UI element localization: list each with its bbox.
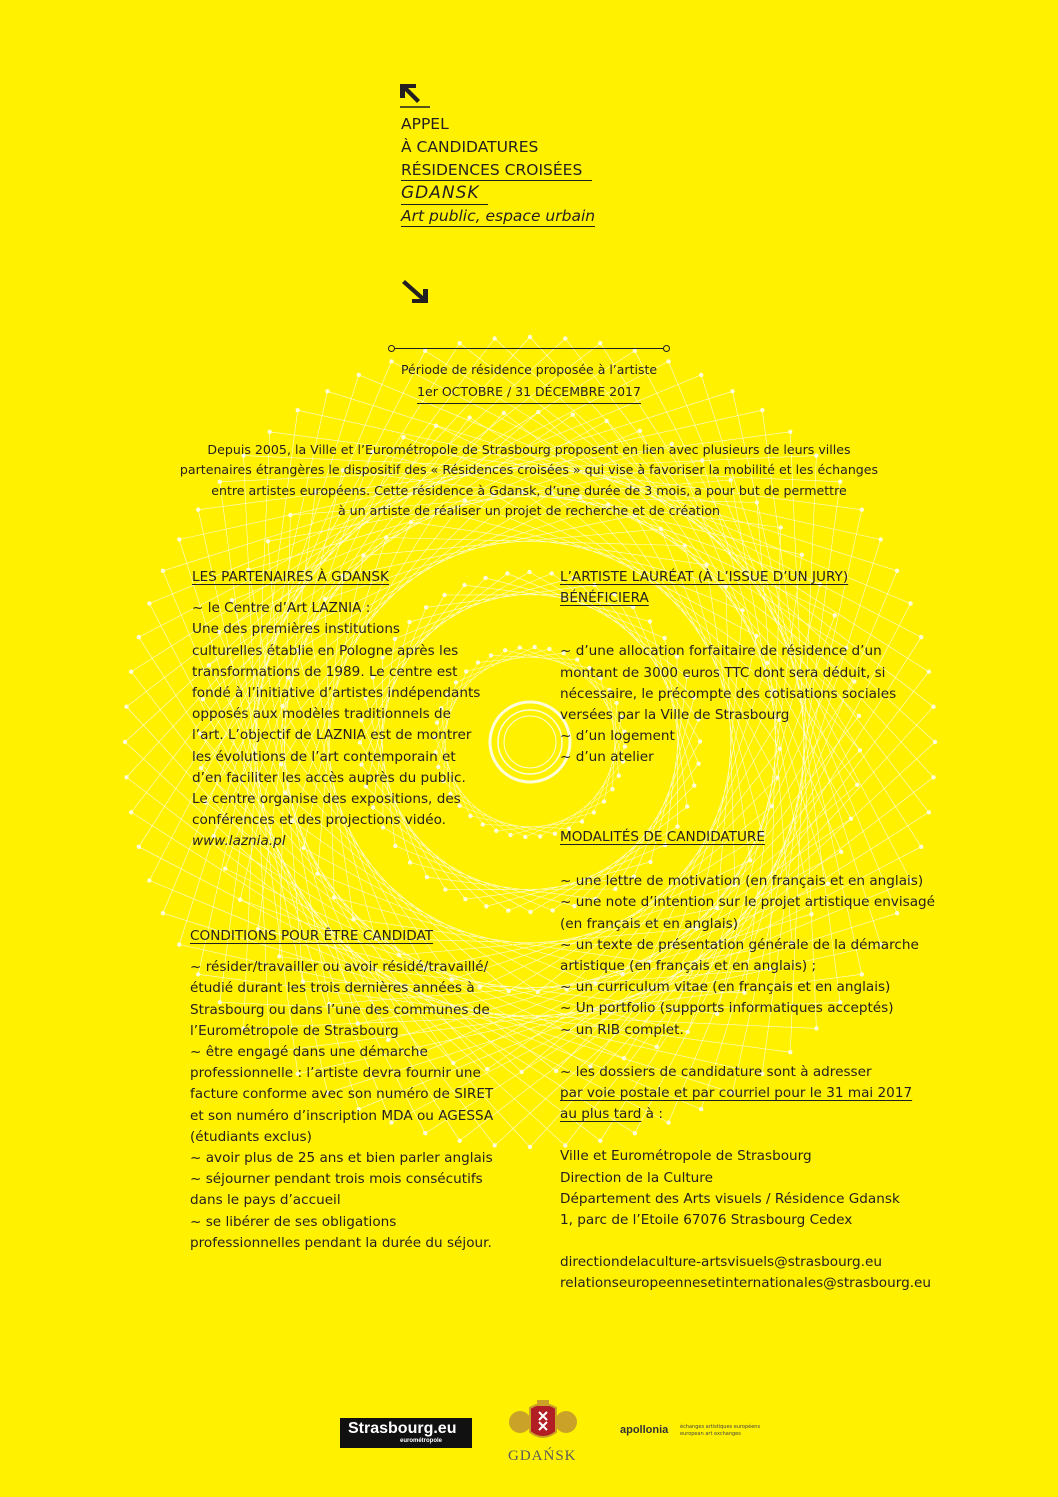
conditions-line: facture conforme avec son numéro de SIRET — [190, 1086, 494, 1103]
period-label: Période de résidence proposée à l’artiste — [400, 362, 658, 377]
benefits-line: nécessaire, le précompte des cotisations sociales — [560, 685, 897, 702]
partners-line: l’art. L’objectif de LAZNIA est de montrer — [192, 727, 472, 744]
partners-line: ~ le Centre d’Art LAZNIA : — [192, 598, 492, 619]
partners-line: opposés aux modèles traditionnels de — [192, 706, 451, 723]
title-line-1: APPEL — [401, 115, 449, 133]
application-line: (en français et en anglais) — [560, 915, 739, 932]
partners-line: fondé à l’initiative d’artistes indépendants — [192, 685, 481, 702]
intro-line: Depuis 2005, la Ville et l’Eurométropole de Strasbourg proposent en lien avec plusieurs de leurs villes — [207, 442, 851, 457]
conditions-line: (étudiants exclus) — [190, 1128, 312, 1145]
partners-section — [192, 567, 492, 853]
conditions-heading: CONDITIONS POUR ÊTRE CANDIDAT — [190, 928, 434, 944]
call-title — [401, 113, 595, 228]
intro-paragraph — [160, 440, 898, 522]
title-line-2: À CANDIDATURES — [401, 138, 539, 156]
benefits-line: ~ d’un atelier — [560, 747, 920, 768]
partners-heading: LES PARTENAIRES À GDANSK — [192, 569, 389, 585]
conditions-line: professionnelle : l’artiste devra fournir une — [190, 1065, 481, 1082]
city-title: GDANSK — [401, 183, 488, 205]
strasbourg-logo — [340, 1418, 472, 1448]
strasbourg-logo-sub: eurométropole — [400, 1438, 443, 1444]
apollonia-logo — [620, 1424, 770, 1464]
gdansk-crest-icon — [500, 1398, 586, 1448]
benefits-section — [560, 567, 920, 769]
conditions-line: étudié durant les trois dernières années à — [190, 980, 475, 997]
conditions-line: dans le pays d’accueil — [190, 1192, 341, 1209]
benefits-line: versées par la Ville de Strasbourg — [560, 707, 790, 724]
conditions-line: ~ avoir plus de 25 ans et bien parler anglais — [190, 1148, 520, 1169]
address-line: Direction de la Culture — [560, 1169, 713, 1186]
residence-period — [390, 348, 668, 404]
application-heading: MODALITÉS DE CANDIDATURE — [560, 829, 765, 845]
benefits-line: ~ d’un logement — [560, 726, 920, 747]
conditions-line: ~ séjourner pendant trois mois consécutifs — [190, 1169, 520, 1190]
strasbourg-logo-text: Strasbourg.eu — [348, 1420, 457, 1437]
send-deadline-suffix: à : — [641, 1106, 663, 1123]
laznia-link[interactable]: www.laznia.pl — [192, 833, 286, 850]
application-line: ~ une note d’intention sur le projet artistique envisagé — [560, 892, 958, 913]
arrow-up-left-icon — [400, 84, 430, 108]
benefits-heading-2: BÉNÉFICIERA — [560, 590, 649, 607]
address-line: 1, parc de l’Etoile 67076 Strasbourg Cedex — [560, 1212, 853, 1229]
application-line: ~ Un portfolio (supports informatiques acceptés) — [560, 998, 958, 1019]
benefits-line: ~ d’une allocation forfaitaire de résidence d’un — [560, 641, 920, 662]
conditions-line: Strasbourg ou dans l’une des communes de — [190, 1001, 490, 1018]
address-line: Département des Arts visuels / Résidence Gdansk — [560, 1190, 900, 1207]
application-line: ~ une lettre de motivation (en français et en anglais) — [560, 871, 958, 892]
partners-line: Une des premières institutions — [192, 621, 401, 638]
email-link[interactable]: relationseuropeennesetinternationales@strasbourg.eu — [560, 1275, 932, 1292]
application-section — [560, 827, 958, 1295]
conditions-line: professionnelles pendant la durée du séjour. — [190, 1234, 492, 1251]
application-line: ~ un curriculum vitae (en français et en anglais) — [560, 977, 958, 998]
title-line-3: RÉSIDENCES CROISÉES — [401, 161, 592, 181]
partners-line: Le centre organise des expositions, des — [192, 791, 461, 808]
benefits-line: montant de 3000 euros TTC dont sera déduit, si — [560, 664, 886, 681]
application-line: ~ un RIB complet. — [560, 1020, 958, 1041]
application-line: artistique (en français et en anglais) ; — [560, 958, 817, 975]
gdansk-logo-text: GDAŃSK — [508, 1448, 577, 1464]
partners-line: d’en faciliter les accès auprès du public. — [192, 769, 466, 786]
divider — [394, 348, 664, 349]
intro-line: à un artiste de réaliser un projet de recherche et de création — [337, 503, 721, 519]
benefits-heading: L’ARTISTE LAURÉAT (À L’ISSUE D’UN JURY) — [560, 569, 849, 585]
send-deadline: par voie postale et par courriel pour le 31 mai 2017 — [560, 1085, 913, 1102]
period-dates: 1er OCTOBRE / 31 DÉCEMBRE 2017 — [417, 384, 641, 404]
conditions-line: ~ être engagé dans une démarche — [190, 1042, 520, 1063]
conditions-section — [190, 926, 520, 1254]
gdansk-logo — [500, 1398, 586, 1468]
send-intro: ~ les dossiers de candidature sont à adresser — [560, 1062, 958, 1083]
conditions-line: ~ se libérer de ses obligations — [190, 1212, 520, 1233]
partner-logos — [0, 1396, 1058, 1476]
partners-line: transformations de 1989. Le centre est — [192, 663, 458, 680]
address-line: Ville et Eurométropole de Strasbourg — [560, 1148, 812, 1165]
send-deadline-2: au plus tard — [560, 1106, 642, 1123]
partners-line: conférences et des projections vidéo. — [192, 812, 446, 829]
apollonia-logo-sub: échanges artistiques européens european art exchanges — [680, 1424, 761, 1437]
conditions-line: ~ résider/travailler ou avoir résidé/travaillé/ — [190, 957, 520, 978]
arrow-down-right-icon — [400, 279, 428, 303]
email-link[interactable]: directiondelaculture-artsvisuels@strasbourg.eu — [560, 1254, 882, 1271]
theme-subtitle: Art public, espace urbain — [401, 207, 596, 225]
intro-line: entre artistes européens. Cette résidence à Gdansk, d’une durée de 3 mois, a pour but de permettre — [211, 482, 847, 498]
intro-line: partenaires étrangères le dispositif des « Résidences croisées » qui vise à favoriser la mobilité et les échanges — [179, 462, 879, 478]
apollonia-logo-text: apollonia — [620, 1424, 669, 1436]
partners-line: culturelles établie en Pologne après les — [192, 642, 459, 659]
conditions-line: l’Eurométropole de Strasbourg — [190, 1022, 399, 1039]
application-line: ~ un texte de présentation générale de la démarche — [560, 935, 958, 956]
conditions-line: et son numéro d’inscription MDA ou AGESSA — [190, 1107, 494, 1124]
partners-line: les évolutions de l’art contemporain et — [192, 748, 456, 765]
